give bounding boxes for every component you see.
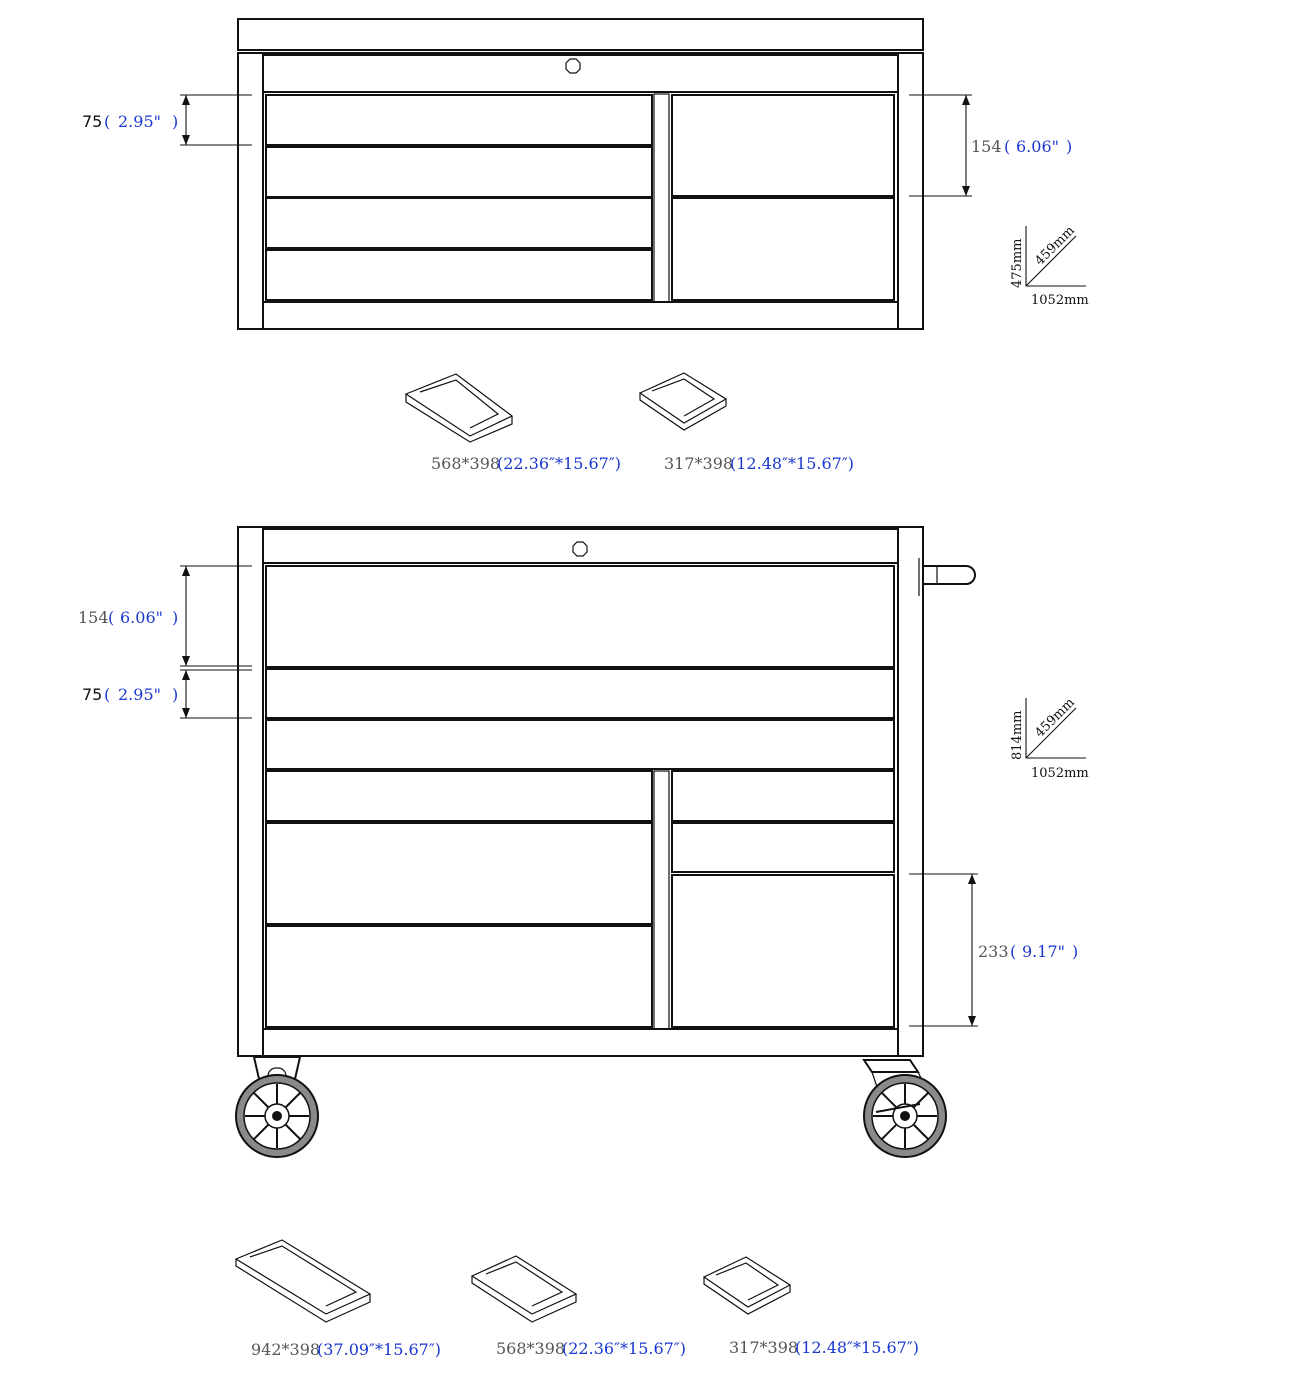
top-chest bbox=[238, 19, 923, 329]
drawer-front bbox=[672, 198, 894, 300]
svg-text:): ) bbox=[172, 608, 179, 627]
drawer-front bbox=[672, 771, 894, 821]
footprint-diagram-top bbox=[1010, 223, 1089, 308]
svg-text:): ) bbox=[172, 112, 179, 131]
bottom-cabinet bbox=[238, 527, 975, 1056]
drawer-front bbox=[266, 198, 652, 248]
drawer-sketch-large bbox=[472, 1256, 576, 1322]
dim-inch: 6.06" bbox=[120, 608, 163, 627]
drawer-size-inch: (12.48″*15.67″) bbox=[795, 1338, 920, 1357]
drawer-size-inch: (22.36″*15.67″) bbox=[562, 1339, 687, 1358]
drawer-front bbox=[266, 771, 652, 821]
drawer-size-inch: (12.48″*15.67″) bbox=[730, 454, 855, 473]
drawer-sketch-small bbox=[640, 373, 726, 430]
drawer-size: 568*398 bbox=[431, 454, 501, 473]
footprint-height: 814mm bbox=[1010, 710, 1025, 760]
drawer-sketch-xl bbox=[236, 1240, 370, 1322]
center-divider bbox=[654, 94, 669, 302]
caster-left bbox=[236, 1057, 318, 1157]
center-divider bbox=[654, 771, 669, 1029]
drawer-front bbox=[266, 720, 894, 769]
drawer-sketch-small bbox=[704, 1257, 790, 1314]
drawer-front bbox=[266, 566, 894, 667]
dim-top-left bbox=[82, 95, 252, 145]
drawer-front bbox=[266, 669, 894, 718]
footprint-depth: 459mm bbox=[1032, 223, 1078, 269]
dim-bottom-left bbox=[78, 566, 252, 718]
drawer-front bbox=[672, 875, 894, 1027]
drawer-front bbox=[266, 250, 652, 300]
drawer-front bbox=[266, 95, 652, 145]
drawer-size-inch: (22.36″*15.67″) bbox=[497, 454, 622, 473]
dim-inch: 6.06" bbox=[1016, 137, 1059, 156]
lock-icon bbox=[566, 59, 580, 73]
drawer-size: 317*398 bbox=[729, 1338, 799, 1357]
footprint-diagram-bottom bbox=[1010, 695, 1089, 781]
drawer-sketch-large bbox=[406, 374, 512, 442]
dim-value: 75 bbox=[82, 112, 103, 131]
footprint-height: 475mm bbox=[1010, 238, 1025, 288]
svg-text:): ) bbox=[1066, 137, 1073, 156]
drawer-front bbox=[266, 823, 652, 924]
svg-text:): ) bbox=[1072, 942, 1079, 961]
top-chest-lid bbox=[238, 19, 923, 50]
dim-inch: 2.95" bbox=[118, 112, 161, 131]
drawer-size: 568*398 bbox=[496, 1339, 566, 1358]
footprint-depth: 459mm bbox=[1032, 695, 1078, 741]
dim-inch: 9.17" bbox=[1022, 942, 1065, 961]
drawer-size: 317*398 bbox=[664, 454, 734, 473]
lock-icon bbox=[573, 542, 587, 556]
dim-value: 154 bbox=[971, 137, 1002, 156]
svg-text:): ) bbox=[172, 685, 179, 704]
svg-text:(: ( bbox=[108, 608, 115, 627]
dim-bottom-right bbox=[909, 874, 1078, 1026]
drawer-front bbox=[672, 823, 894, 872]
side-handle bbox=[923, 566, 975, 584]
dim-top-right bbox=[909, 95, 1072, 196]
drawer-front bbox=[672, 95, 894, 196]
svg-text:(: ( bbox=[104, 112, 111, 131]
drawer-size-inch: (37.09″*15.67″) bbox=[317, 1340, 442, 1359]
dim-value: 154 bbox=[78, 608, 109, 627]
dim-value: 233 bbox=[978, 942, 1009, 961]
cabinet-lock-rail bbox=[263, 529, 898, 563]
drawer-front bbox=[266, 147, 652, 197]
footprint-width: 1052mm bbox=[1031, 293, 1089, 308]
svg-text:(: ( bbox=[1004, 137, 1011, 156]
cabinet-body bbox=[238, 527, 923, 1056]
dim-inch: 2.95" bbox=[118, 685, 161, 704]
footprint-width: 1052mm bbox=[1031, 766, 1089, 781]
svg-text:(: ( bbox=[1010, 942, 1017, 961]
drawer-front bbox=[266, 926, 652, 1027]
dim-value: 75 bbox=[82, 685, 103, 704]
drawer-size: 942*398 bbox=[251, 1340, 321, 1359]
top-chest-lock-rail bbox=[263, 55, 898, 92]
svg-text:(: ( bbox=[104, 685, 111, 704]
caster-right bbox=[864, 1060, 946, 1157]
